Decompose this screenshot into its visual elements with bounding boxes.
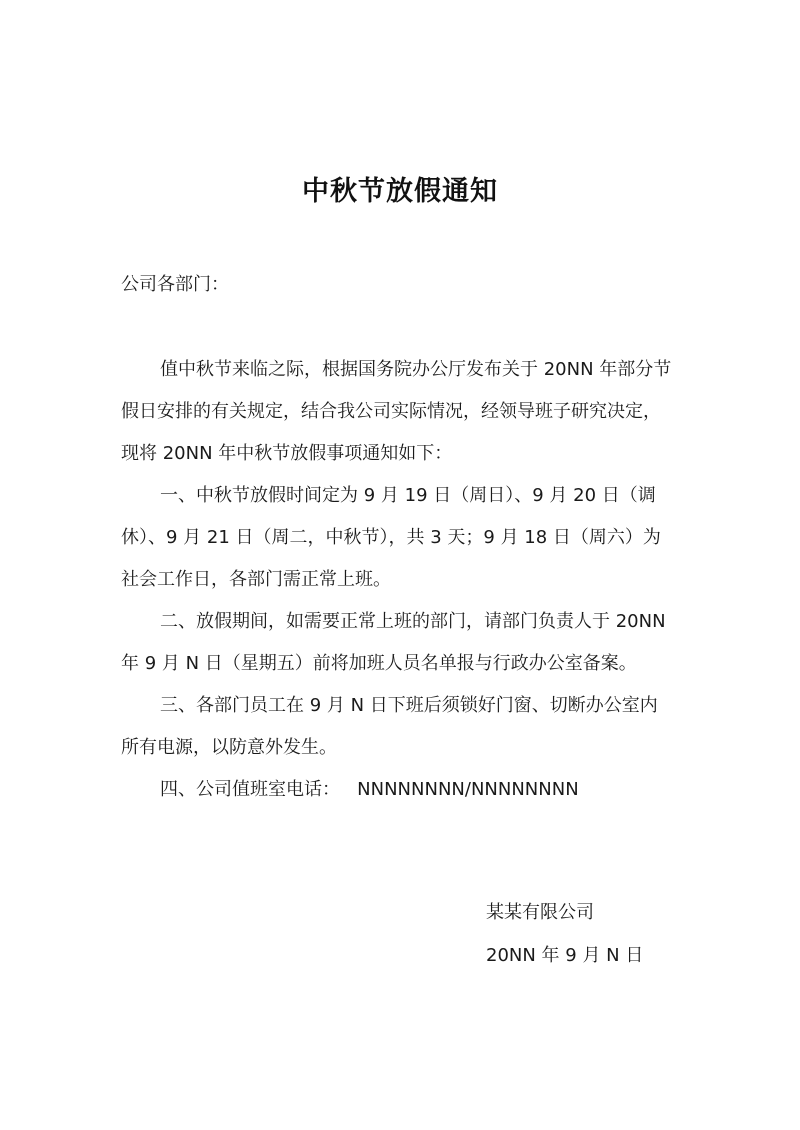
- item-2-line-1: 二、放假期间，如需要正常上班的部门，请部门负责人于 20NN: [160, 611, 666, 632]
- item-1-line-2: 休）、9 月 21 日（周二，中秋节），共 3 天；9 月 18 日（周六）为: [121, 527, 661, 548]
- signature-company: 某某有限公司: [486, 902, 594, 923]
- item-1-line-1: 一、中秋节放假时间定为 9 月 19 日（周日）、9 月 20 日（调: [160, 485, 656, 506]
- signature-date: 20NN 年 9 月 N 日: [486, 945, 644, 966]
- intro-line-1: 值中秋节来临之际，根据国务院办公厅发布关于 20NN 年部分节: [160, 359, 672, 380]
- item-3-line-2: 所有电源，以防意外发生。: [121, 737, 337, 758]
- intro-line-3: 现将 20NN 年中秋节放假事项通知如下：: [121, 443, 453, 464]
- item-2-line-2: 年 9 月 N 日（星期五）前将加班人员名单报与行政办公室备案。: [121, 653, 637, 674]
- document-title: 中秋节放假通知: [302, 176, 498, 207]
- salutation: 公司各部门：: [121, 274, 229, 295]
- item-1-line-3: 社会工作日，各部门需正常上班。: [121, 569, 391, 590]
- item-4-duty-phone: 四、公司值班室电话： NNNNNNNN/NNNNNNNN: [160, 779, 579, 800]
- item-3-line-1: 三、各部门员工在 9 月 N 日下班后须锁好门窗、切断办公室内: [160, 695, 658, 716]
- intro-line-2: 假日安排的有关规定，结合我公司实际情况，经领导班子研究决定，: [121, 401, 661, 422]
